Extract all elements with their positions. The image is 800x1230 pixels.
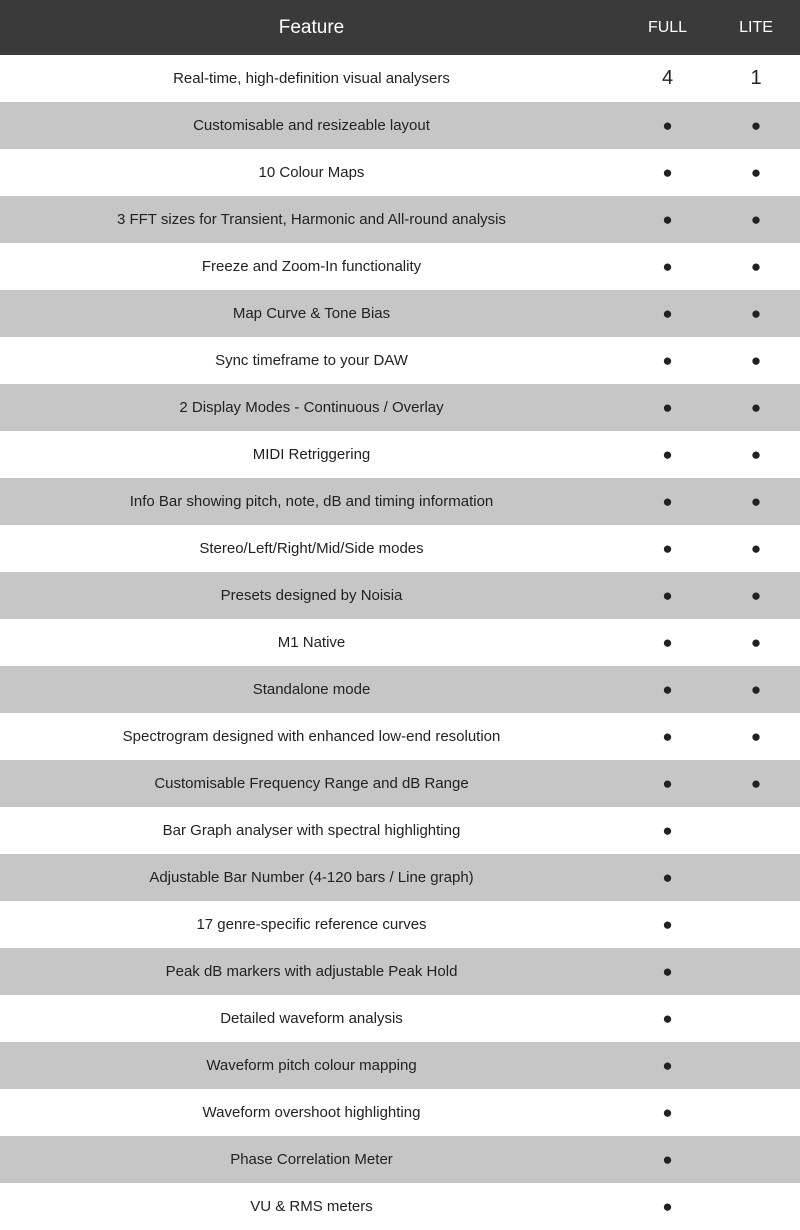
lite-cell: ●: [750, 726, 762, 746]
lite-cell: ●: [750, 444, 762, 464]
table-row: [0, 901, 800, 948]
lite-cell: ●: [750, 209, 762, 229]
table-row: [0, 666, 800, 713]
table-row: [0, 384, 800, 431]
lite-cell: ●: [750, 303, 762, 323]
table-row: [0, 55, 800, 102]
table-header: [0, 0, 800, 55]
full-cell: 4: [661, 67, 674, 89]
full-cell: ●: [662, 679, 673, 699]
table-row: [0, 948, 800, 995]
feature-cell: Customisable Frequency Range and dB Range: [154, 775, 469, 792]
full-cell: ●: [662, 1149, 673, 1169]
table-row: [0, 1089, 800, 1136]
feature-cell: Real-time, high-definition visual analysers: [173, 70, 450, 87]
lite-cell: [712, 1183, 800, 1230]
feature-cell: 3 FFT sizes for Transient, Harmonic and All-round analysis: [116, 211, 507, 228]
feature-cell: 2 Display Modes - Continuous / Overlay: [179, 399, 444, 416]
full-cell: ●: [662, 726, 673, 746]
feature-cell: 17 genre-specific reference curves: [196, 916, 427, 933]
lite-cell: ●: [750, 632, 762, 652]
full-cell: ●: [662, 914, 673, 934]
lite-cell: [712, 1136, 800, 1183]
full-cell: ●: [662, 867, 673, 887]
full-column-header: FULL: [647, 18, 688, 36]
feature-cell: Waveform overshoot highlighting: [202, 1104, 421, 1121]
table-row: [0, 478, 800, 525]
lite-cell: 1: [750, 67, 762, 89]
lite-cell: [712, 854, 800, 901]
full-cell: ●: [662, 162, 673, 182]
full-cell: ●: [662, 585, 673, 605]
full-cell: ●: [662, 773, 673, 793]
full-cell: ●: [662, 1196, 673, 1216]
full-cell: ●: [662, 538, 673, 558]
lite-cell: ●: [750, 538, 762, 558]
table-row: [0, 572, 800, 619]
feature-cell: Map Curve & Tone Bias: [232, 305, 391, 322]
full-cell: ●: [662, 350, 673, 370]
feature-cell: Spectrogram designed with enhanced low-end resolution: [122, 728, 501, 745]
table-row: [0, 1136, 800, 1183]
feature-cell: Freeze and Zoom-In functionality: [201, 258, 422, 275]
full-cell: ●: [662, 115, 673, 135]
lite-cell: [712, 1089, 800, 1136]
full-cell: ●: [662, 961, 673, 981]
lite-cell: ●: [750, 773, 762, 793]
feature-cell: Presets designed by Noisia: [220, 587, 403, 604]
lite-cell: [712, 901, 800, 948]
feature-cell: Sync timeframe to your DAW: [215, 352, 408, 369]
lite-cell: [712, 1042, 800, 1089]
table-row: [0, 149, 800, 196]
feature-cell: MIDI Retriggering: [252, 446, 371, 463]
full-cell: ●: [662, 1008, 673, 1028]
full-cell: ●: [662, 256, 673, 276]
feature-cell: Phase Correlation Meter: [230, 1151, 393, 1168]
lite-cell: ●: [750, 350, 762, 370]
full-cell: ●: [662, 444, 673, 464]
table-row: [0, 807, 800, 854]
lite-cell: [712, 948, 800, 995]
lite-cell: ●: [750, 679, 762, 699]
table-body: [0, 55, 800, 1230]
lite-cell: ●: [750, 256, 762, 276]
lite-cell: ●: [750, 585, 762, 605]
full-cell: ●: [662, 209, 673, 229]
feature-cell: Peak dB markers with adjustable Peak Hold: [165, 963, 458, 980]
feature-cell: Detailed waveform analysis: [220, 1010, 403, 1027]
feature-cell: Bar Graph analyser with spectral highlighting: [162, 822, 461, 839]
table-row: [0, 196, 800, 243]
table-row: [0, 525, 800, 572]
feature-cell: Standalone mode: [252, 681, 371, 698]
full-cell: ●: [662, 1055, 673, 1075]
full-cell: ●: [662, 820, 673, 840]
lite-cell: ●: [750, 162, 762, 182]
table-row: [0, 1183, 800, 1230]
table-row: [0, 290, 800, 337]
table-row: [0, 431, 800, 478]
lite-cell: [712, 807, 800, 854]
full-cell: ●: [662, 632, 673, 652]
table-row: [0, 1042, 800, 1089]
table-row: [0, 619, 800, 666]
feature-column-header: Feature: [278, 16, 345, 38]
table-row: [0, 102, 800, 149]
table-row: [0, 854, 800, 901]
table-row: [0, 995, 800, 1042]
feature-cell: M1 Native: [277, 634, 346, 651]
lite-cell: ●: [750, 491, 762, 511]
feature-cell: Waveform pitch colour mapping: [206, 1057, 417, 1074]
feature-cell: Stereo/Left/Right/Mid/Side modes: [199, 540, 424, 557]
feature-cell: VU & RMS meters: [250, 1198, 373, 1215]
full-cell: ●: [662, 303, 673, 323]
feature-cell: 10 Colour Maps: [258, 164, 365, 181]
full-cell: ●: [662, 397, 673, 417]
lite-cell: ●: [750, 397, 762, 417]
table-row: [0, 760, 800, 807]
lite-cell: [712, 995, 800, 1042]
feature-cell: Adjustable Bar Number (4-120 bars / Line graph): [149, 869, 474, 886]
table-row: [0, 713, 800, 760]
table-row: [0, 337, 800, 384]
lite-cell: ●: [750, 115, 762, 135]
table-row: [0, 243, 800, 290]
header-row: [0, 0, 800, 55]
feature-cell: Info Bar showing pitch, note, dB and timing information: [129, 493, 494, 510]
lite-column-header: LITE: [739, 18, 773, 36]
full-cell: ●: [662, 1102, 673, 1122]
full-cell: ●: [662, 491, 673, 511]
feature-cell: Customisable and resizeable layout: [193, 117, 430, 134]
